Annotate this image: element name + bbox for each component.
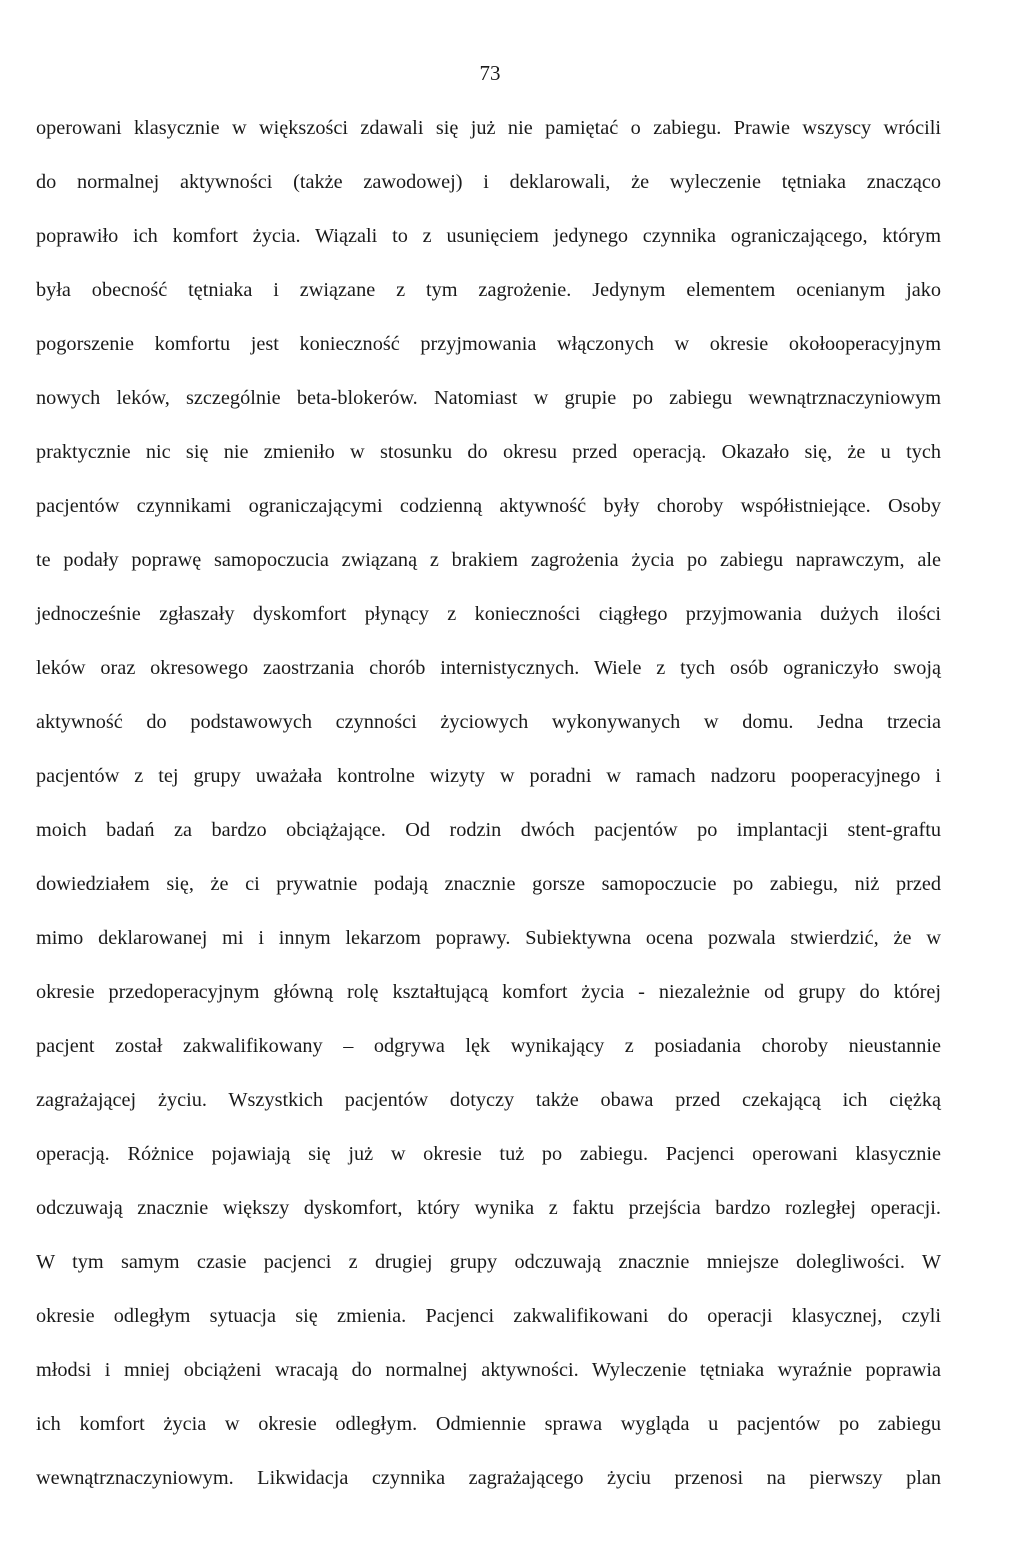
text-line: ich komfort życia w okresie odległym. Odmiennie sprawa wygląda u pacjentów po zabiegu [36,1413,941,1435]
text-line: nowych leków, szczególnie beta-blokerów. Natomiast w grupie po zabiegu wewnątrznaczyniowym [36,387,941,409]
text-line: jednocześnie zgłaszały dyskomfort płynący z konieczności ciągłego przyjmowania dużych ilości [36,603,941,625]
text-line: mimo deklarowanej mi i innym lekarzom poprawy. Subiektywna ocena pozwala stwierdzić, że w [36,927,941,949]
text-line: okresie przedoperacyjnym główną rolę kształtującą komfort życia - niezależnie od grupy do której [36,981,941,1003]
text-line: te podały poprawę samopoczucia związaną z brakiem zagrożenia życia po zabiegu naprawczym, ale [36,549,941,571]
page-number: 73 [479,61,501,85]
text-line: pacjentów z tej grupy uważała kontrolne wizyty w poradni w ramach nadzoru pooperacyjnego i [36,765,941,787]
text-line: pogorszenie komfortu jest konieczność przyjmowania włączonych w okresie okołooperacyjnym [36,333,941,355]
text-line: okresie odległym sytuacja się zmienia. Pacjenci zakwalifikowani do operacji klasycznej, czyli [36,1305,941,1327]
text-line: pacjentów czynnikami ograniczającymi codzienną aktywność były choroby współistniejące. Osoby [36,495,941,517]
text-line: wewnątrznaczyniowym. Likwidacja czynnika zagrażającego życiu przenosi na pierwszy plan [36,1467,941,1489]
text-line: pacjent został zakwalifikowany – odgrywa lęk wynikający z posiadania choroby nieustannie [36,1035,941,1057]
text-line: aktywność do podstawowych czynności życiowych wykonywanych w domu. Jedna trzecia [36,711,941,733]
text-line: dowiedziałem się, że ci prywatnie podają znacznie gorsze samopoczucie po zabiegu, niż przed [36,873,941,895]
text-line: do normalnej aktywności (także zawodowej) i deklarowali, że wyleczenie tętniaka znacząco [36,171,941,193]
text-line: młodsi i mniej obciążeni wracają do normalnej aktywności. Wyleczenie tętniaka wyraźnie poprawia [36,1359,941,1381]
text-line: praktycznie nic się nie zmieniło w stosunku do okresu przed operacją. Okazało się, że u tych [36,441,941,463]
text-line: W tym samym czasie pacjenci z drugiej grupy odczuwają znacznie mniejsze dolegliwości. W [36,1251,941,1273]
text-line: moich badań za bardzo obciążające. Od rodzin dwóch pacjentów po implantacji stent-graftu [36,819,941,841]
text-line: była obecność tętniaka i związane z tym zagrożenie. Jedynym elementem ocenianym jako [36,279,941,301]
text-line: poprawiło ich komfort życia. Wiązali to z usunięciem jedynego czynnika ograniczającego, którym [36,225,941,247]
text-line: zagrażającej życiu. Wszystkich pacjentów dotyczy także obawa przed czekającą ich ciężką [36,1089,941,1111]
body-paragraph [36,110,941,1514]
text-line: leków oraz okresowego zaostrzania chorób internistycznych. Wiele z tych osób ograniczyło swoją [36,657,941,679]
text-line: operacją. Różnice pojawiają się już w okresie tuż po zabiegu. Pacjenci operowani klasycznie [36,1143,941,1165]
text-line: odczuwają znacznie większy dyskomfort, który wynika z faktu przejścia bardzo rozległej operacji. [36,1197,941,1219]
text-line: operowani klasycznie w większości zdawali się już nie pamiętać o zabiegu. Prawie wszyscy wrócili [36,117,941,139]
